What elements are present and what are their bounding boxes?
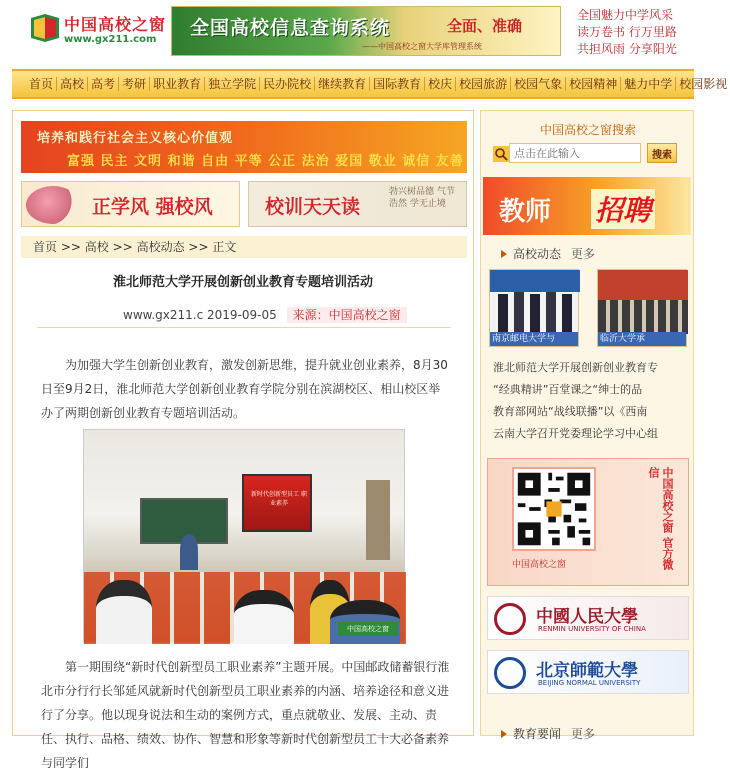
news-link[interactable]: “经典精讲”百堂课之“绅士的品: [493, 383, 643, 396]
breadcrumb-home[interactable]: 首页: [33, 240, 58, 254]
title-divider: [37, 327, 451, 328]
site-logo[interactable]: [28, 12, 167, 50]
main-nav: [12, 69, 728, 99]
breadcrumb-sep: >>: [188, 240, 209, 254]
education-news-header: [499, 725, 595, 742]
plum-blossom-image: [26, 186, 80, 224]
news-thumbnail[interactable]: [597, 269, 687, 347]
school-motto-text: 校训天天读: [265, 196, 361, 218]
news-link[interactable]: 教育部网站“战线联播”以《西南: [493, 405, 648, 418]
teacher-recruitment-banner[interactable]: [483, 177, 691, 235]
site-header: [0, 0, 700, 62]
search-icon: [493, 146, 509, 162]
hire-word-recruit: 招聘: [591, 189, 655, 229]
study-style-text: 正学风 强校风: [92, 196, 213, 218]
nav-item-international[interactable]: 国际教育: [370, 77, 425, 91]
projector-screen: [242, 474, 312, 532]
hire-word-teacher: 教师: [499, 197, 552, 227]
qr-code-icon: [512, 467, 596, 551]
university-emblem-icon: [494, 657, 526, 689]
qr-caption: 中国高校之窗: [512, 560, 567, 570]
article-paragraph-2: 第一期围绕“新时代创新型员工职业素养”主题开展。中国邮政储蓄银行淮北市分行行长邹延风就新时代创新型员工职业素养的内涵、培养途径和意义进行了分享。他以现身说法和生动的案例方式，重点就敬业、发展、主动、责任、执行、品格、绩效、协作、智慧和形象等新时代创新型员工十大必备素养与同学们: [41, 660, 450, 770]
news-thumbnail[interactable]: [489, 269, 579, 347]
breadcrumb-colleges[interactable]: 高校: [84, 240, 109, 254]
qr-side-text: 中国高校之窗 官方微信: [647, 467, 674, 570]
sidebar: [480, 110, 694, 741]
search-input[interactable]: [509, 143, 641, 163]
breadcrumb-sep: >>: [112, 240, 133, 254]
top-link[interactable]: 全国魅力中学风采: [577, 8, 674, 22]
thumb-stage: [598, 270, 688, 300]
article-meta: [123, 306, 407, 323]
logo-book-icon: [28, 12, 62, 44]
nav-item-kaoyan[interactable]: 考研: [119, 77, 150, 91]
university-name-cn: 北京師範大學: [536, 661, 638, 681]
banner-tag-text: 全面、准确: [447, 17, 523, 35]
news-link[interactable]: 云南大学召开党委理论学习中心组: [493, 427, 658, 440]
nav-item-anniversary[interactable]: 校庆: [425, 77, 456, 91]
banner-main-text: 全国高校信息查询系统: [190, 17, 391, 39]
logo-url: www.gx211.com: [64, 34, 157, 45]
article-photo: [83, 429, 405, 643]
article-paragraph-1: 为加强大学生创新创业教育，激发创新思维，提升就业创业素养，8月30日至9月2日，淮北师范大学创新创业教育学院分别在滨湖校区、相山校区举办了两期创新创业教育专题培训活动。: [41, 358, 448, 420]
study-style-banner[interactable]: [21, 181, 240, 227]
education-news-more-link[interactable]: 更多: [571, 727, 596, 741]
university-emblem-icon: [494, 603, 526, 635]
bullet-icon: [499, 729, 509, 739]
wechat-qr-panel[interactable]: [487, 458, 689, 586]
main-content: [12, 110, 474, 770]
nav-item-vocational[interactable]: 职业教育: [150, 77, 205, 91]
top-link[interactable]: 共担风雨 分享阳光: [577, 42, 677, 56]
breadcrumb-sep: >>: [60, 240, 81, 254]
nav-item-campus-spirit[interactable]: 校园精神: [566, 77, 621, 91]
college-news-header: [499, 245, 595, 262]
thumb-banner: [490, 270, 580, 292]
article-title: 淮北师范大学开展创新创业教育专题培训活动: [112, 275, 373, 290]
search-title: 中国高校之窗搜索: [539, 123, 636, 137]
bullet-icon: [499, 249, 509, 259]
top-link[interactable]: 读万卷书 行万里路: [577, 25, 677, 39]
university-name-en: BEIJING NORMAL UNIVERSITY: [538, 679, 641, 687]
thumb-figure: [546, 292, 556, 332]
college-news-more-link[interactable]: 更多: [571, 247, 596, 261]
article-source: 来源：中国高校之窗: [287, 307, 407, 323]
thumb-figure: [514, 292, 524, 332]
renmin-university-banner[interactable]: [487, 596, 689, 640]
school-motto-banner[interactable]: [248, 181, 467, 227]
nav-item-campus-travel[interactable]: 校园旅游: [456, 77, 511, 91]
photo-watermark: 中国高校之窗: [338, 622, 398, 636]
speaker: [180, 534, 198, 570]
nav-item-colleges[interactable]: 高校: [57, 77, 88, 91]
slogan-line-1: 培养和践行社会主义核心价值观: [37, 131, 234, 146]
breadcrumb-current: 正文: [212, 240, 237, 254]
nav-item-gaokao[interactable]: 高考: [88, 77, 119, 91]
education-news-heading: 教育要闻: [513, 727, 562, 741]
breadcrumb-college-news[interactable]: 高校动态: [136, 240, 185, 254]
thumb-figure: [562, 294, 572, 332]
breadcrumb: [21, 236, 467, 258]
article-date: 2019-09-05: [207, 308, 277, 322]
logo-name: 中国高校之窗: [64, 15, 167, 34]
nav-item-continuing[interactable]: 继续教育: [315, 77, 370, 91]
university-name-en: RENMIN UNIVERSITY OF CHINA: [538, 625, 646, 633]
nav-item-private[interactable]: 民办院校: [260, 77, 315, 91]
core-values-banner[interactable]: [21, 121, 467, 173]
thumb-figure: [498, 294, 508, 332]
thumb-audience: [598, 300, 688, 334]
nav-item-campus-weather[interactable]: 校园气象: [511, 77, 566, 91]
thumb-caption: 临沂大学承: [598, 332, 686, 346]
search-button[interactable]: 搜索: [647, 143, 677, 163]
university-name-cn: 中國人民大學: [536, 607, 638, 627]
news-link[interactable]: 淮北师范大学开展创新创业教育专: [493, 361, 658, 374]
screen-text: 新时代创新型员工 职业素养: [251, 491, 307, 507]
thumb-figure: [530, 294, 540, 332]
thumb-caption: 南京邮电大学与: [490, 332, 578, 346]
nav-item-high-schools[interactable]: 魅力中学: [621, 77, 676, 91]
student: [96, 580, 152, 644]
query-system-banner[interactable]: [171, 6, 561, 56]
bnu-banner[interactable]: [487, 650, 689, 694]
nav-item-home[interactable]: 首页: [26, 77, 57, 91]
article-site: www.gx211.c: [123, 308, 204, 322]
nav-item-campus-video[interactable]: 校园影视: [679, 77, 728, 91]
banner-sub-text: ——中国高校之窗大学库管理系统: [362, 42, 482, 51]
slogan-line-2: 富强 民主 文明 和谐 自由 平等 公正 法治 爱国 敬业 诚信 友善: [67, 154, 464, 169]
top-links: [577, 7, 695, 58]
college-news-heading: 高校动态: [513, 247, 562, 261]
nav-item-independent[interactable]: 独立学院: [205, 77, 260, 91]
classroom-door: [366, 480, 390, 560]
student: [234, 590, 294, 644]
calligraphy-text: 勃兴树品德 气节 浩然 学无止境: [389, 187, 455, 209]
